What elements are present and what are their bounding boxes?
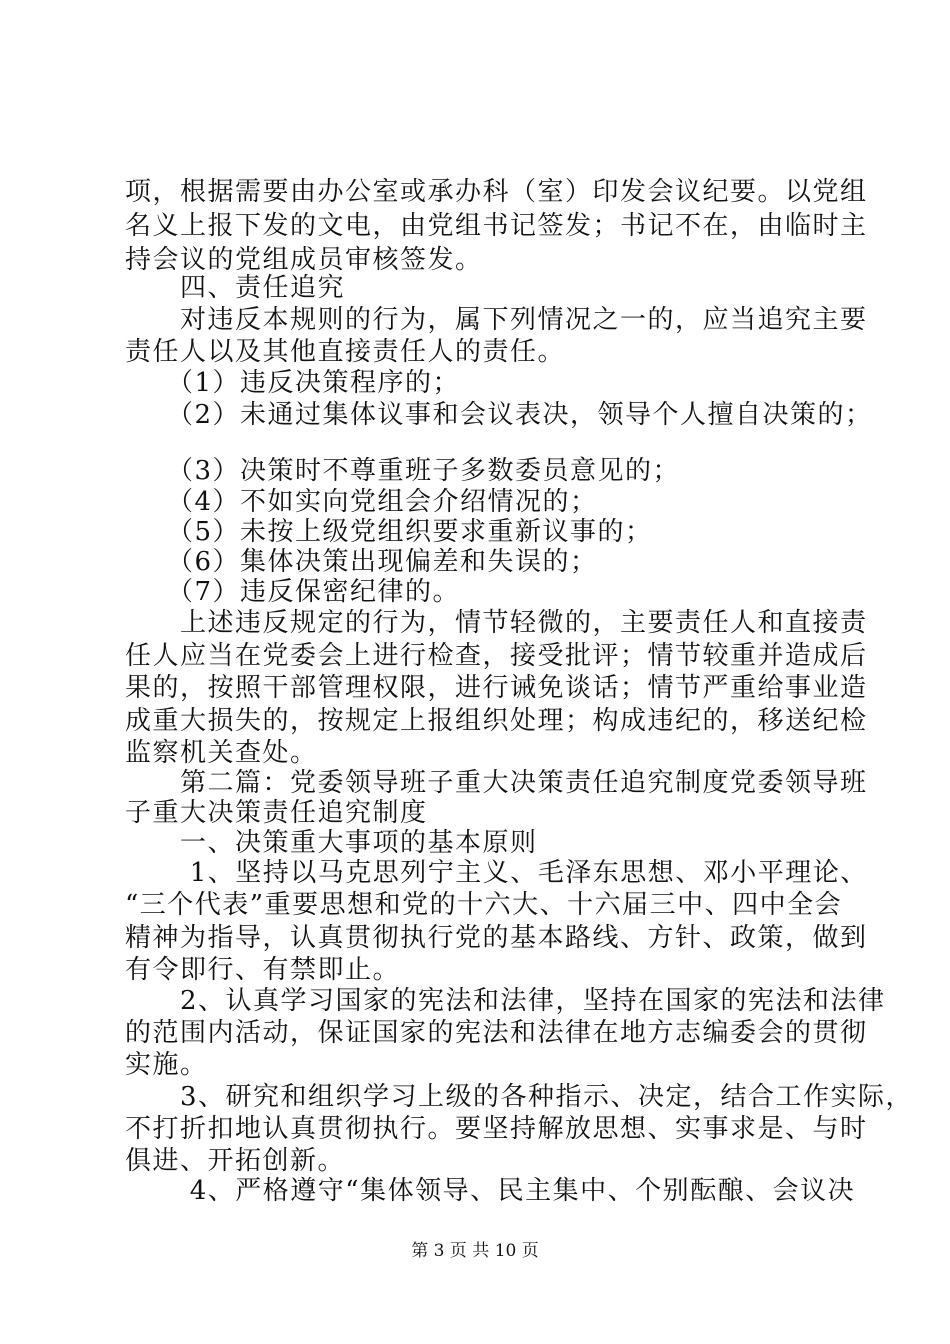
body-text-line: 俱进、开拓创新。 bbox=[125, 1146, 346, 1176]
list-item: （5）未按上级党组织要求重新议事的； bbox=[125, 517, 653, 547]
chapter-title: 第二篇：党委领导班子重大决策责任追究制度党委领导班 bbox=[125, 768, 868, 798]
body-text-line: 果的，按照干部管理权限，进行诫免谈话；情节严重给事业造 bbox=[125, 673, 868, 703]
list-item: （7）违反保密纪律的。 bbox=[125, 577, 461, 607]
body-text-line: 2、认真学习国家的宪法和法律，坚持在国家的宪法和法律 bbox=[125, 986, 886, 1016]
list-item: （4）不如实向党组会介绍情况的； bbox=[125, 487, 598, 517]
body-text-line: 责任人以及其他直接责任人的责任。 bbox=[125, 337, 566, 367]
body-text-line: “三个代表”重要思想和党的十六大、十六届三中、四中全会 bbox=[125, 890, 843, 920]
body-text-line: 有令即行、有禁即止。 bbox=[125, 955, 401, 985]
body-text-line: 1、坚持以马克思列宁主义、毛泽东思想、邓小平理论、 bbox=[125, 858, 868, 888]
body-text-line: 的范围内活动，保证国家的宪法和法律在地方志编委会的贯彻 bbox=[125, 1018, 868, 1048]
body-text-line: 名义上报下发的文电，由党组书记签发；书记不在，由临时主 bbox=[125, 211, 868, 241]
section-heading: 四、责任追究 bbox=[125, 273, 346, 303]
section-heading: 一、决策重大事项的基本原则 bbox=[125, 828, 538, 858]
body-text-line: 成重大损失的，按规定上报组织处理；构成违纪的，移送纪检 bbox=[125, 706, 868, 736]
body-text-line: 实施。 bbox=[125, 1050, 208, 1080]
body-text-line: 精神为指导，认真贯彻执行党的基本路线、方针、政策，做到 bbox=[125, 923, 868, 953]
list-item: （3）决策时不尊重班子多数委员意见的； bbox=[125, 456, 681, 486]
body-text-line: 上述违反规定的行为，情节轻微的，主要责任人和直接责 bbox=[125, 608, 868, 638]
chapter-title: 子重大决策责任追究制度 bbox=[125, 798, 428, 828]
body-text-line: 不打折扣地认真贯彻执行。要坚持解放思想、实事求是、与时 bbox=[125, 1114, 868, 1144]
body-text-line: 项，根据需要由办公室或承办科（室）印发会议纪要。以党组 bbox=[125, 177, 868, 207]
body-text-line: 对违反本规则的行为，属下列情况之一的，应当追究主要 bbox=[125, 305, 868, 335]
body-text-line: 监察机关查处。 bbox=[125, 738, 318, 768]
body-text-line: 持会议的党组成员审核签发。 bbox=[125, 245, 483, 275]
list-item: （6）集体决策出现偏差和失误的； bbox=[125, 547, 598, 577]
list-item: （2）未通过集体议事和会议表决，领导个人擅自决策的； bbox=[125, 400, 873, 430]
body-text-line: 3、研究和组织学习上级的各种指示、决定，结合工作实际， bbox=[125, 1082, 914, 1112]
body-text-line: 任人应当在党委会上进行检查，接受批评；情节较重并造成后 bbox=[125, 641, 868, 671]
body-text-line: 4、严格遵守“集体领导、民主集中、个别酝酿、会议决 bbox=[125, 1176, 856, 1206]
list-item: （1）违反决策程序的； bbox=[125, 368, 461, 398]
page-number-footer: 第 3 页 共 10 页 bbox=[411, 1241, 539, 1261]
